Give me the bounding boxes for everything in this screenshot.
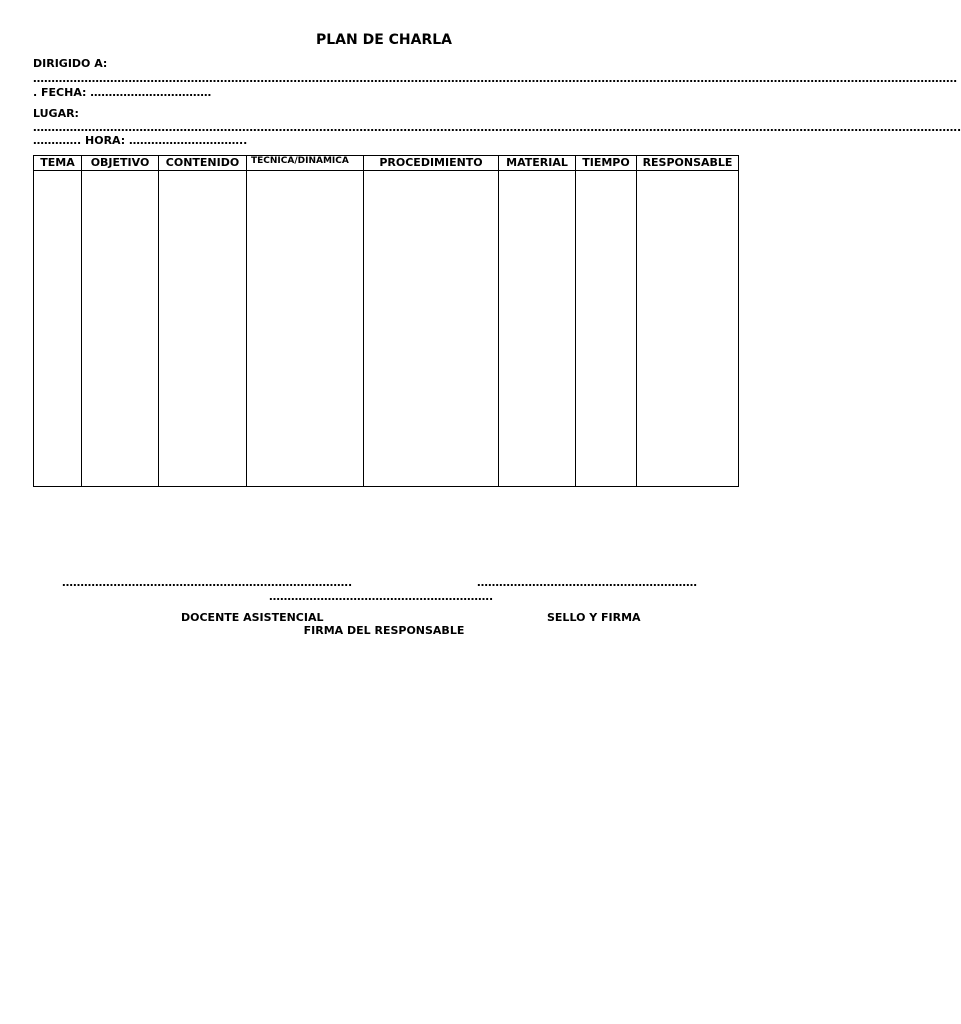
cell-tema	[34, 171, 82, 487]
header-material: MATERIAL	[499, 156, 576, 171]
sello-label: SELLO Y FIRMA	[547, 611, 641, 624]
header-procedimiento: PROCEDIMIENTO	[364, 156, 499, 171]
signature-line-docente: …………………………………………………………………….	[62, 576, 353, 589]
dirigido-line: ………………………………………………………………………………………………………………………………………………………………………………………………………………………………	[33, 72, 957, 85]
cell-objetivo	[82, 171, 159, 487]
header-tecnica-dinamica: TECNICA/DINAMICA	[247, 156, 364, 171]
page-title: PLAN DE CHARLA	[315, 32, 453, 48]
cell-procedimiento	[364, 171, 499, 487]
header-contenido: CONTENIDO	[159, 156, 247, 171]
signature-line-sello: ……………………………………………………	[477, 576, 697, 589]
hora-line: …………. HORA: …………………………..	[33, 134, 248, 147]
dirigido-label: DIRIGIDO A:	[33, 57, 108, 70]
cell-material	[499, 171, 576, 487]
docente-label: DOCENTE ASISTENCIAL	[181, 611, 324, 624]
header-tiempo: TIEMPO	[576, 156, 637, 171]
responsable-label: FIRMA DEL RESPONSABLE	[303, 624, 465, 637]
header-objetivo: OBJETIVO	[82, 156, 159, 171]
cell-tecnica-dinamica	[247, 171, 364, 487]
signature-line-responsable: …………………………………………………….	[269, 590, 494, 603]
lugar-line: ……………………………………………………………………………………………………………………………………………………………………………………………………………………………….	[33, 121, 961, 134]
cell-contenido	[159, 171, 247, 487]
plan-table	[33, 155, 739, 487]
fecha-line: . FECHA: ……………………………	[33, 86, 212, 99]
lugar-label: LUGAR:	[33, 107, 79, 120]
header-responsable: RESPONSABLE	[637, 156, 739, 171]
cell-tiempo	[576, 171, 637, 487]
header-tema: TEMA	[34, 156, 82, 171]
cell-responsable	[637, 171, 739, 487]
